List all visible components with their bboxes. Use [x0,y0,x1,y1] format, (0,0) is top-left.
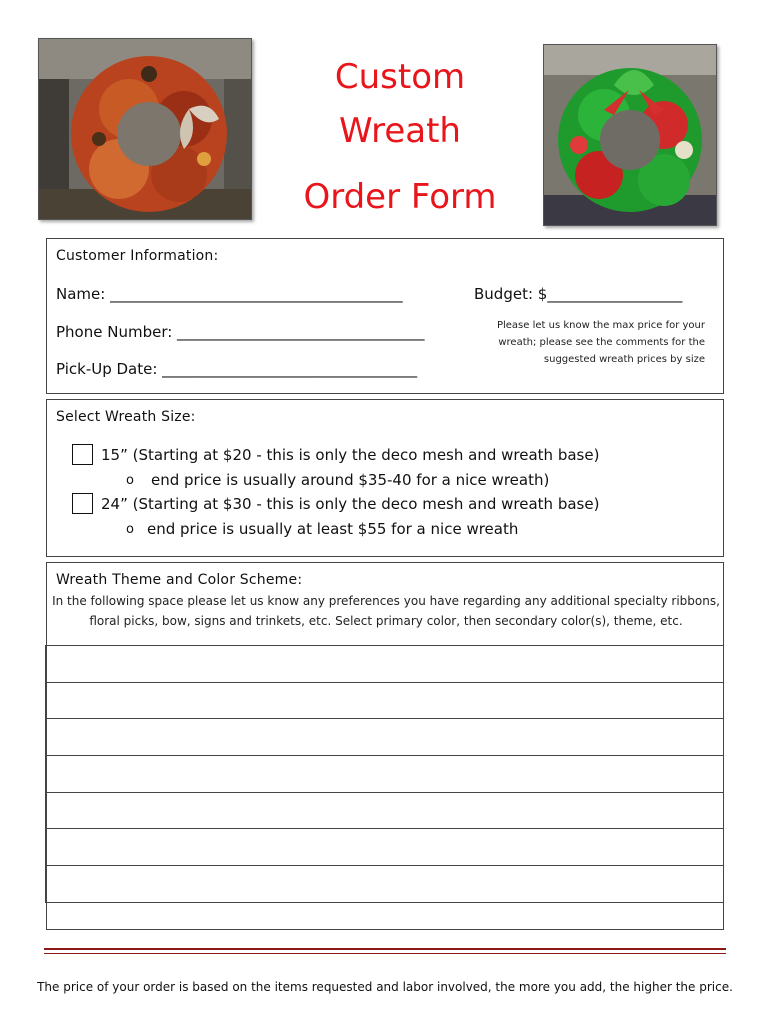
theme-description-line-2: floral picks, bow, signs and trinkets, etc. Select primary color, then secondary color(s), theme, etc. [89,614,683,628]
christmas-wreath-photo [543,44,717,226]
writing-line[interactable] [47,902,723,903]
budget-field[interactable]: Budget: $__________________ [474,285,683,303]
wreath-size-section [46,399,724,557]
wreath-theme-section [46,562,724,930]
writing-line[interactable] [47,792,723,793]
autumn-wreath-photo [38,38,252,220]
size-15-label: 15” (Starting at $20 - this is only the deco mesh and wreath base) [101,446,600,464]
size-15-price-note: end price is usually around $35-40 for a nice wreath) [151,471,550,489]
writing-line[interactable] [47,718,723,719]
customer-information-section [46,238,724,394]
size-15-bullet: o [126,473,134,488]
size-24-price-note: end price is usually at least $55 for a nice wreath [147,520,519,538]
footer-divider-thin [44,953,726,954]
phone-number-field[interactable]: Phone Number: _________________________________ [56,323,425,341]
wreath-size-heading: Select Wreath Size: [56,409,196,425]
page-title-line-3: Order Form [303,177,497,217]
pick-up-date-field[interactable]: Pick-Up Date: __________________________________ [56,360,418,378]
budget-note-line-1: Please let us know the max price for your [496,320,705,331]
page-title-line-2: Wreath [339,111,461,151]
size-24-bullet: o [126,522,134,537]
writing-line[interactable] [47,645,723,646]
budget-note-line-3: suggested wreath prices by size [543,354,705,365]
size-24-label: 24” (Starting at $30 - this is only the deco mesh and wreath base) [101,495,600,513]
footer-price-note: The price of your order is based on the items requested and labor involved, the more you add, the higher the price. [37,980,733,994]
size-24-checkbox[interactable] [72,493,93,514]
writing-line[interactable] [47,828,723,829]
name-field[interactable]: Name: _______________________________________ [56,285,403,303]
customer-information-heading: Customer Information: [56,248,219,264]
writing-line[interactable] [47,755,723,756]
theme-description-line-1: In the following space please let us know any preferences you have regarding any additional specialty ribbons, [52,594,720,608]
writing-line[interactable] [47,682,723,683]
budget-note-line-2: wreath; please see the comments for the [498,337,705,348]
page-title-line-1: Custom [334,57,466,97]
size-15-checkbox[interactable] [72,444,93,465]
wreath-theme-heading: Wreath Theme and Color Scheme: [56,572,303,588]
writing-line[interactable] [47,865,723,866]
footer-divider [44,948,726,950]
